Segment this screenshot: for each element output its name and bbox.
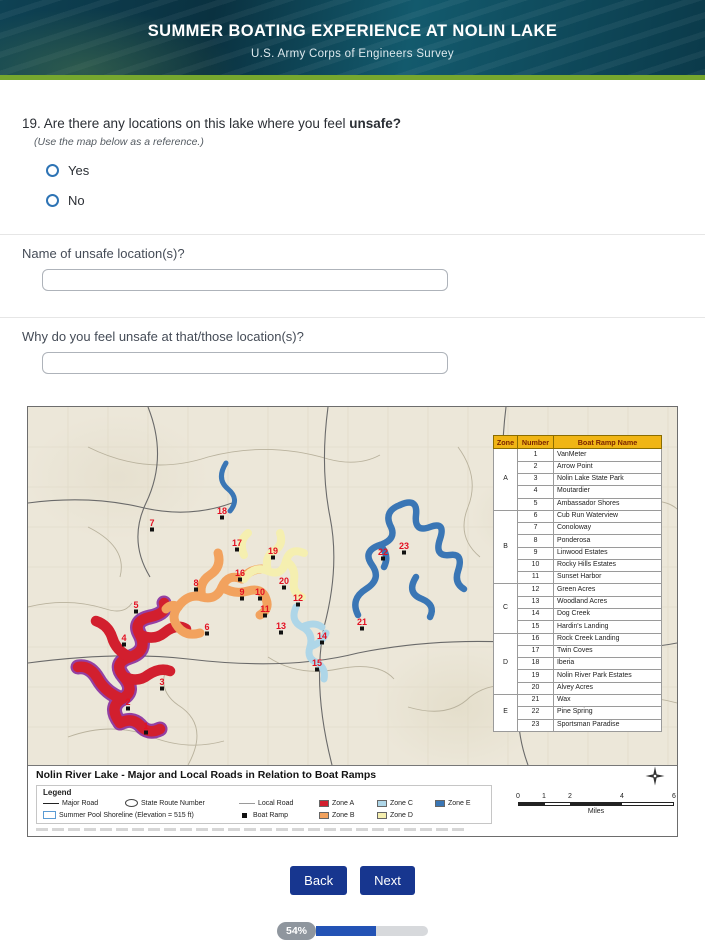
boat-ramp-marker [125, 697, 130, 711]
boat-ramp-marker [159, 677, 164, 691]
survey-title: SUMMER BOATING EXPERIENCE AT NOLIN LAKE [147, 22, 558, 40]
progress-fill [316, 926, 376, 936]
svg-text:4: 4 [121, 633, 127, 643]
boat-ramp-table [493, 435, 662, 732]
shoreline-swatch-icon [43, 811, 56, 819]
ramp-row: E 21 Wax [494, 695, 662, 707]
lake-zones [78, 463, 464, 731]
ramp-table-body [494, 449, 662, 731]
ramp-row: 8 Ponderosa [494, 535, 662, 547]
svg-text:12: 12 [292, 593, 304, 603]
ramp-row: D 16 Rock Creek Landing [494, 633, 662, 645]
compass-icon [645, 766, 665, 789]
question-hint: (Use the map below as a reference.) [34, 136, 204, 148]
zone-d-swatch-icon [377, 812, 387, 819]
ramp-row: 14 Dog Creek [494, 609, 662, 621]
major-road-line-icon [43, 803, 59, 804]
nav-buttons [0, 866, 705, 895]
ramp-table-header-zone: Zone [494, 436, 518, 449]
next-button[interactable]: Next [360, 866, 415, 895]
svg-text:6: 6 [204, 622, 210, 632]
scale-bar-icon [518, 802, 674, 806]
svg-text:22: 22 [377, 547, 389, 557]
ramp-row: C 12 Green Acres [494, 584, 662, 596]
map-title: Nolin River Lake - Major and Local Roads in Relation to Boat Ramps [36, 769, 377, 781]
radio-circle-icon[interactable] [46, 194, 59, 207]
svg-text:21: 21 [356, 617, 368, 627]
radio-label-yes: Yes [68, 163, 90, 178]
ramp-row: 22 Pine Spring [494, 707, 662, 719]
ramp-row: 3 Nolin Lake State Park [494, 473, 662, 485]
svg-text:20: 20 [278, 576, 290, 586]
ramp-row: 11 Sunset Harbor [494, 572, 662, 584]
boat-ramp-marker [121, 633, 126, 647]
ramp-row: 4 Moutardier [494, 486, 662, 498]
svg-text:2: 2 [125, 697, 131, 707]
ramp-row: 18 Iberia [494, 658, 662, 670]
svg-text:10: 10 [254, 587, 266, 597]
zone-b-swatch-icon [319, 812, 329, 819]
legend-item-zone-e: Zone E [435, 799, 485, 807]
svg-text:16: 16 [234, 568, 246, 578]
legend-item-zone-a: Zone A [319, 799, 375, 807]
question-19 [22, 116, 705, 208]
legend-title: Legend [43, 788, 72, 797]
ramp-table-header-name: Boat Ramp Name [554, 436, 662, 449]
lake-map-area [28, 407, 677, 765]
ramp-row: 7 Conoloway [494, 523, 662, 535]
question-text [22, 116, 705, 131]
svg-text:3: 3 [159, 677, 165, 687]
svg-text:5: 5 [133, 600, 139, 610]
scale-ticks: 0 1 2 4 6 [516, 793, 676, 800]
legend-item-local-road: Local Road [239, 799, 317, 807]
ramp-row: 17 Twin Coves [494, 645, 662, 657]
svg-text:9: 9 [239, 587, 245, 597]
ramp-row: B 6 Cub Run Waterview [494, 510, 662, 522]
ramp-row: 9 Linwood Estates [494, 547, 662, 559]
unsafe-reason-input[interactable] [42, 352, 448, 374]
boat-ramp-marker [204, 622, 209, 636]
followup-label: Why do you feel unsafe at that/those location(s)? [22, 329, 304, 344]
survey-header [0, 0, 705, 80]
zone-e-swatch-icon [435, 800, 445, 807]
radio-circle-icon[interactable] [46, 164, 59, 177]
legend-item-shoreline: Summer Pool Shoreline (Elevation = 515 ft) [43, 811, 237, 819]
radio-label-no: No [68, 193, 85, 208]
ramp-table-header-number: Number [518, 436, 554, 449]
ramp-row: 2 Arrow Point [494, 461, 662, 473]
legend-item-zone-b: Zone B [319, 811, 375, 819]
boat-ramp-marker [276, 621, 286, 635]
progress-label: 54% [277, 922, 316, 940]
map-source-microtext [36, 828, 466, 831]
ramp-row: 20 Alvey Acres [494, 682, 662, 694]
boat-ramp-marker [399, 541, 409, 555]
progress-track [316, 926, 428, 936]
svg-text:7: 7 [149, 518, 155, 528]
scale-unit: Miles [587, 808, 605, 815]
state-route-badge-icon [125, 799, 138, 807]
svg-text:19: 19 [267, 546, 279, 556]
radio-option-yes[interactable] [46, 163, 705, 178]
local-road-line-icon [239, 803, 255, 804]
followup-reason [0, 329, 705, 374]
ramp-row: 15 Hardin's Landing [494, 621, 662, 633]
legend-grid [43, 799, 485, 819]
svg-text:23: 23 [398, 541, 410, 551]
boat-ramp-marker [279, 576, 289, 590]
ramp-table-header-row [494, 436, 662, 449]
legend-item-zone-d: Zone D [377, 811, 433, 819]
boat-ramp-square-icon [242, 813, 247, 818]
svg-text:11: 11 [260, 604, 270, 614]
followup-label: Name of unsafe location(s)? [22, 246, 185, 261]
ramp-row: 23 Sportsman Paradise [494, 719, 662, 731]
section-divider [0, 317, 705, 318]
question-text-plain: 19. Are there any locations on this lake where you feel [22, 116, 350, 131]
map-legend-row [28, 783, 677, 836]
legend-item-state-route: State Route Number [125, 799, 237, 807]
survey-subtitle: U.S. Army Corps of Engineers Survey [251, 48, 454, 60]
svg-text:17: 17 [231, 538, 243, 548]
boat-ramp-marker [239, 587, 244, 601]
radio-option-no[interactable] [46, 193, 705, 208]
boat-ramp-marker [149, 518, 154, 532]
progress-indicator [0, 922, 705, 940]
ramp-row: 10 Rocky Hills Estates [494, 559, 662, 571]
survey-body [0, 116, 705, 940]
legend-item-zone-c: Zone C [377, 799, 433, 807]
unsafe-location-input[interactable] [42, 269, 448, 291]
legend-item-boat-ramp: Boat Ramp [239, 811, 317, 819]
ramp-row: 5 Ambassador Shores [494, 498, 662, 510]
svg-text:1: 1 [143, 721, 149, 731]
svg-text:18: 18 [216, 506, 228, 516]
svg-text:14: 14 [316, 631, 328, 641]
zone-a-swatch-icon [319, 800, 329, 807]
boat-ramp-marker [217, 506, 227, 520]
lake-map-figure [27, 406, 678, 837]
boat-ramp-marker [193, 578, 198, 592]
ramp-row: 19 Nolin River Park Estates [494, 670, 662, 682]
ramp-row: A 1 VanMeter [494, 449, 662, 461]
section-divider [0, 234, 705, 235]
map-scale [518, 793, 674, 815]
boat-ramp-marker [357, 617, 367, 631]
map-title-row [28, 765, 677, 783]
ramp-row: 13 Woodland Acres [494, 596, 662, 608]
svg-text:13: 13 [275, 621, 287, 631]
legend-item-major-road: Major Road [43, 799, 123, 807]
legend-column [36, 785, 492, 831]
boat-ramp-marker [133, 600, 138, 614]
legend-box [36, 785, 492, 824]
back-button[interactable]: Back [290, 866, 347, 895]
svg-text:8: 8 [193, 578, 199, 588]
question-text-bold: unsafe? [349, 116, 401, 131]
zone-c-swatch-icon [377, 800, 387, 807]
boat-ramp-marker [143, 721, 148, 735]
svg-text:15: 15 [311, 658, 323, 668]
followup-location-name [0, 246, 705, 291]
